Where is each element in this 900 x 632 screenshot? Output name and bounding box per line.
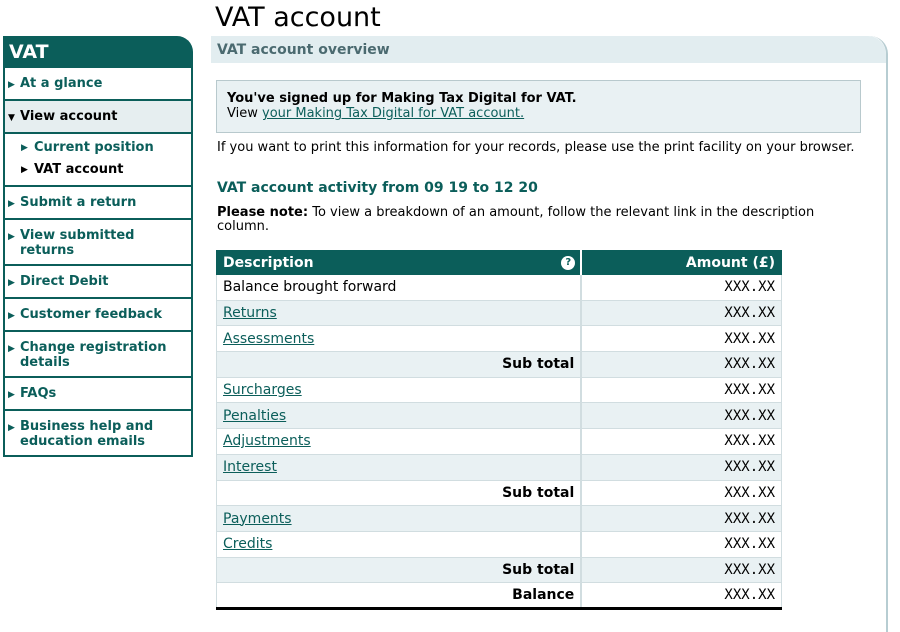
sidebar-item-label: View submitted returns	[20, 228, 135, 258]
print-note: If you want to print this information for your records, please use the print facility on your browser.	[217, 140, 855, 155]
please-note-text: To view a breakdown of an amount, follow the relevant link in the description column.	[217, 205, 815, 234]
table-row	[217, 377, 782, 403]
sidebar-item-label: Change registration details	[20, 340, 167, 370]
sidebar-item-faqs[interactable]	[5, 378, 191, 411]
subtotal-label: Sub total	[217, 480, 582, 506]
penalties-link[interactable]: Penalties	[223, 407, 287, 424]
sidebar-item-view-account[interactable]	[5, 101, 191, 134]
sidebar-item-label: Customer feedback	[20, 307, 163, 322]
triangle-right-icon: ▶	[8, 390, 15, 400]
triangle-right-icon: ▶	[8, 423, 15, 433]
subtotal-row	[217, 480, 782, 506]
row-amount: XXX.XX	[581, 429, 781, 455]
assessments-link[interactable]: Assessments	[223, 330, 315, 347]
content-panel	[211, 36, 888, 632]
sidebar-item-at-a-glance[interactable]	[5, 68, 191, 101]
sidebar-item-label: Direct Debit	[20, 274, 109, 289]
triangle-right-icon: ▶	[8, 232, 15, 242]
description-header	[217, 251, 582, 275]
row-amount: XXX.XX	[581, 557, 781, 583]
mtd-heading: You've signed up for Making Tax Digital for VAT.	[227, 91, 577, 106]
balance-row	[217, 583, 782, 609]
triangle-right-icon: ▶	[8, 278, 15, 288]
table-row	[217, 506, 782, 532]
row-amount: XXX.XX	[581, 506, 781, 532]
balance-label: Balance	[217, 583, 582, 609]
row-amount: XXX.XX	[581, 454, 781, 480]
sidebar-item-view-submitted-returns[interactable]	[5, 220, 191, 266]
row-amount: XXX.XX	[581, 300, 781, 326]
table-row	[217, 531, 782, 557]
section-heading: VAT account overview	[211, 36, 886, 63]
triangle-right-icon: ▶	[8, 344, 15, 354]
row-amount: XXX.XX	[581, 480, 781, 506]
sidebar-subitem-label: VAT account	[34, 162, 124, 177]
row-amount: XXX.XX	[581, 403, 781, 429]
please-note	[217, 206, 867, 234]
triangle-right-icon: ▶	[21, 143, 28, 153]
sidebar	[3, 36, 193, 457]
sidebar-item-customer-feedback[interactable]	[5, 299, 191, 332]
adjustments-link[interactable]: Adjustments	[223, 433, 311, 450]
payments-link[interactable]: Payments	[223, 510, 292, 527]
mtd-prefix: View	[227, 106, 258, 121]
sidebar-subitem-current-position[interactable]	[5, 137, 191, 159]
sidebar-item-change-registration[interactable]	[5, 332, 191, 378]
vat-account-table	[216, 250, 782, 610]
sidebar-title: VAT	[3, 36, 193, 68]
interest-link[interactable]: Interest	[223, 459, 277, 476]
balance-amount: XXX.XX	[581, 583, 781, 609]
table-row	[217, 275, 782, 301]
credits-link[interactable]: Credits	[223, 536, 273, 553]
sidebar-submenu	[5, 134, 191, 187]
sidebar-item-label: Business help and education emails	[20, 419, 154, 449]
triangle-right-icon: ▶	[8, 199, 15, 209]
sidebar-menu	[3, 68, 193, 457]
subtotal-label: Sub total	[217, 352, 582, 378]
activity-title: VAT account activity from 09 19 to 12 20	[217, 180, 538, 196]
returns-link[interactable]: Returns	[223, 305, 277, 322]
help-icon[interactable]: ?	[561, 256, 575, 270]
sidebar-item-submit-return[interactable]	[5, 187, 191, 220]
table-row	[217, 403, 782, 429]
subtotal-row	[217, 352, 782, 378]
sidebar-item-direct-debit[interactable]	[5, 266, 191, 299]
description-header-label: Description	[223, 254, 314, 271]
triangle-right-icon: ▶	[8, 311, 15, 321]
mtd-notice	[216, 80, 861, 133]
row-description: Balance brought forward	[217, 275, 582, 301]
table-row	[217, 326, 782, 352]
triangle-right-icon: ▶	[8, 80, 15, 90]
table-row	[217, 454, 782, 480]
sidebar-subitem-label: Current position	[34, 140, 154, 155]
surcharges-link[interactable]: Surcharges	[223, 382, 302, 399]
row-amount: XXX.XX	[581, 531, 781, 557]
triangle-down-icon: ▼	[8, 113, 15, 123]
page-title: VAT account	[215, 2, 381, 33]
please-note-label: Please note:	[217, 205, 309, 220]
row-amount: XXX.XX	[581, 377, 781, 403]
sidebar-item-label: View account	[20, 109, 118, 124]
row-amount: XXX.XX	[581, 352, 781, 378]
mtd-account-link[interactable]: your Making Tax Digital for VAT account.	[262, 106, 525, 121]
row-amount: XXX.XX	[581, 275, 781, 301]
sidebar-item-label: At a glance	[20, 76, 103, 91]
sidebar-subitem-vat-account[interactable]	[5, 159, 191, 181]
row-amount: XXX.XX	[581, 326, 781, 352]
sidebar-item-business-help-emails[interactable]	[5, 411, 191, 455]
table-row	[217, 429, 782, 455]
sidebar-item-label: Submit a return	[20, 195, 137, 210]
table-header-row	[217, 251, 782, 275]
triangle-right-icon: ▶	[21, 165, 28, 175]
sidebar-item-label: FAQs	[20, 386, 57, 401]
amount-header: Amount (£)	[581, 251, 781, 275]
subtotal-label: Sub total	[217, 557, 582, 583]
table-row	[217, 300, 782, 326]
subtotal-row	[217, 557, 782, 583]
